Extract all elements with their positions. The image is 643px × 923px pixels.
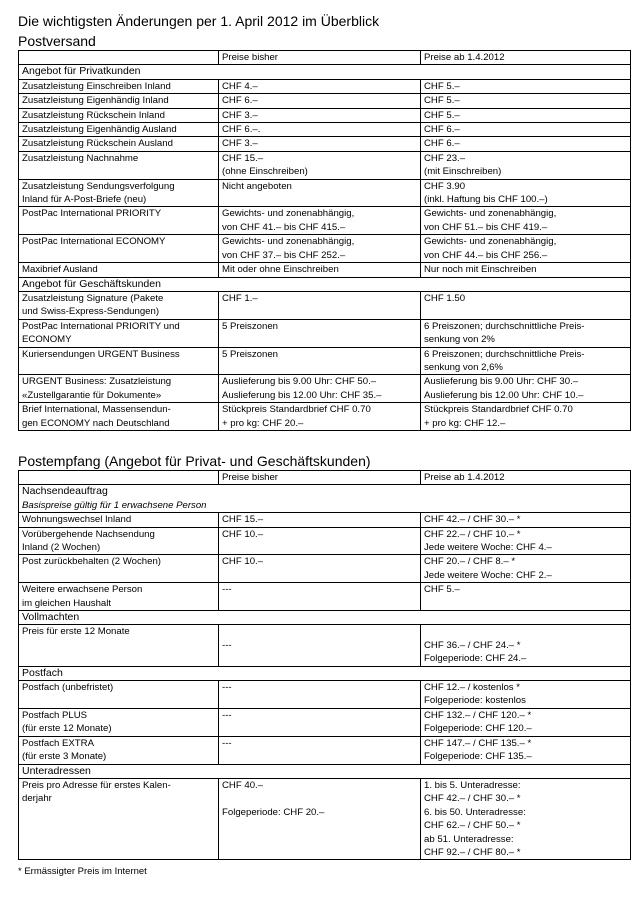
table-row <box>19 151 631 179</box>
cell-line: Vorübergehende Nachsendung <box>22 528 155 540</box>
old-price-cell <box>219 681 421 709</box>
cell-line: + pro kg: CHF 20.– <box>222 417 304 429</box>
table-header-row <box>19 470 631 484</box>
cell-line: von CHF 41.– bis CHF 415.– <box>222 221 346 233</box>
cell-line: PostPac International ECONOMY <box>22 236 166 248</box>
cell-line <box>222 625 418 638</box>
old-price-cell <box>219 179 421 207</box>
table-row <box>19 123 631 137</box>
table-row <box>19 403 631 431</box>
cell-line: CHF 42.– / CHF 30.– * <box>424 793 521 805</box>
row-label-cell <box>19 263 219 277</box>
cell-line: --- <box>222 737 232 749</box>
cell-line: Gewichts- und zonenabhängig, <box>424 236 557 248</box>
footnote: * Ermässigter Preis im Internet <box>18 866 147 878</box>
cell-line: Auslieferung bis 9.00 Uhr: CHF 50.– <box>222 376 377 388</box>
cell-line: Auslieferung bis 12.00 Uhr: CHF 10.– <box>424 389 584 401</box>
cell-line: CHF 6.– <box>424 124 460 136</box>
table-row <box>19 681 631 709</box>
group-row <box>19 277 631 291</box>
cell-line: (mit Einschreiben) <box>424 166 502 178</box>
cell-line: Postfach (unbefristet) <box>22 682 114 694</box>
old-price-cell <box>219 151 421 179</box>
new-price-cell <box>421 137 631 151</box>
cell-line: (inkl. Haftung bis CHF 100.–) <box>424 194 548 206</box>
cell-line: Post zurückbehalten (2 Wochen) <box>22 556 162 568</box>
row-label-cell <box>19 94 219 108</box>
cell-line: Folgeperiode: kostenlos <box>424 695 526 707</box>
new-price-cell <box>421 347 631 375</box>
cell-line: Stückpreis Standardbrief CHF 0.70 <box>222 404 371 416</box>
group-label-text: Postfach <box>22 666 63 679</box>
new-price-cell <box>421 291 631 319</box>
cell-line: 6. bis 50. Unteradresse: <box>424 806 526 818</box>
old-price-cell <box>219 123 421 137</box>
old-price-cell <box>219 347 421 375</box>
new-price-cell <box>421 513 631 527</box>
cell-line: CHF 10.– <box>222 556 264 568</box>
cell-line: Zusatzleistung Eigenhändig Ausland <box>22 124 177 136</box>
new-price-cell <box>421 375 631 403</box>
cell-line: im gleichen Haushalt <box>22 597 112 609</box>
section-title-postversand: Postversand <box>18 33 96 49</box>
cell-line: 5 Preiszonen <box>222 320 278 332</box>
header-cell <box>19 51 219 65</box>
cell-line: CHF 3.90 <box>424 180 466 192</box>
cell-line: CHF 5.– <box>424 95 460 107</box>
cell-line: von CHF 51.– bis CHF 419.– <box>424 221 548 233</box>
table-row <box>19 79 631 93</box>
cell-line: von CHF 37.– bis CHF 252.– <box>222 249 346 261</box>
old-price-cell <box>219 79 421 93</box>
cell-line: 6 Preiszonen; durchschnittliche Preis- <box>424 348 585 360</box>
row-label-cell <box>19 179 219 207</box>
cell-line: Folgeperiode: CHF 135.– <box>424 751 532 763</box>
cell-line: CHF 147.– / CHF 135.– * <box>424 737 532 749</box>
cell-line: Jede weitere Woche: CHF 4.– <box>424 542 552 553</box>
new-price-cell <box>421 583 631 611</box>
old-price-cell <box>219 291 421 319</box>
table-row <box>19 263 631 277</box>
table-postempfang <box>18 470 631 860</box>
table-row <box>19 207 631 235</box>
row-label-cell <box>19 79 219 93</box>
table-row <box>19 375 631 403</box>
cell-line: senkung von 2% <box>424 334 495 346</box>
row-label-cell <box>19 151 219 179</box>
cell-line: Zusatzleistung Signature (Pakete <box>22 292 164 304</box>
group-row <box>19 65 631 79</box>
new-price-cell <box>421 123 631 137</box>
table-row <box>19 583 631 611</box>
new-price-cell <box>421 625 631 666</box>
new-price-cell <box>421 403 631 431</box>
new-price-cell <box>421 263 631 277</box>
row-label-cell <box>19 555 219 583</box>
group-label <box>19 277 631 291</box>
old-price-cell <box>219 403 421 431</box>
header-cell: Preise ab 1.4.2012 <box>421 51 631 65</box>
group-label-text: Angebot für Privatkunden <box>22 65 141 78</box>
document-page <box>18 10 630 877</box>
row-label-cell <box>19 403 219 431</box>
cell-line: Brief International, Massensendun- <box>22 404 171 416</box>
old-price-cell <box>219 319 421 347</box>
row-label-cell <box>19 513 219 527</box>
group-label-text: Nachsendeauftrag <box>22 485 108 498</box>
cell-line: CHF 62.– / CHF 50.– * <box>424 820 521 832</box>
cell-line: PostPac International PRIORITY und <box>22 320 180 332</box>
new-price-cell <box>421 151 631 179</box>
cell-line: gen ECONOMY nach Deutschland <box>22 417 170 429</box>
new-price-cell <box>421 555 631 583</box>
group-label <box>19 666 631 680</box>
old-price-cell <box>219 108 421 122</box>
cell-line: CHF 40.– <box>222 779 264 791</box>
cell-line: Folgeperiode: CHF 20.– <box>222 806 325 818</box>
group-label <box>19 611 631 625</box>
row-label-cell <box>19 123 219 137</box>
cell-line: ab 51. Unteradresse: <box>424 833 514 845</box>
cell-line <box>424 625 628 638</box>
cell-line: CHF 20.– / CHF 8.– * <box>424 556 516 568</box>
page-title: Die wichtigsten Änderungen per 1. April 2012 im Überblick <box>18 13 380 29</box>
group-label <box>19 764 631 778</box>
row-label-cell <box>19 527 219 555</box>
row-label-cell <box>19 108 219 122</box>
table-row <box>19 235 631 263</box>
cell-line: (für erste 3 Monate) <box>22 751 107 763</box>
group-sublabel-text: Basispreise gültig für 1 erwachsene Person <box>22 499 207 511</box>
cell-line: CHF 132.– / CHF 120.– * <box>424 709 532 721</box>
row-label-cell <box>19 347 219 375</box>
row-label-cell <box>19 291 219 319</box>
row-label-cell <box>19 708 219 736</box>
row-label-cell <box>19 625 219 666</box>
table-row <box>19 94 631 108</box>
row-label-cell <box>19 583 219 611</box>
group-row <box>19 485 631 513</box>
cell-line: CHF 92.– / CHF 80.– * <box>424 846 521 858</box>
new-price-cell <box>421 94 631 108</box>
old-price-cell <box>219 527 421 555</box>
cell-line: Zusatzleistung Nachnahme <box>22 152 139 164</box>
cell-line: CHF 5.– <box>424 80 460 92</box>
header-cell: Preise ab 1.4.2012 <box>421 470 631 484</box>
cell-line: Preis pro Adresse für erstes Kalen- <box>22 779 171 791</box>
row-label-cell <box>19 319 219 347</box>
new-price-cell <box>421 527 631 555</box>
table-row <box>19 291 631 319</box>
cell-line: von CHF 44.– bis CHF 256.– <box>424 249 548 261</box>
table-postversand <box>18 50 631 431</box>
old-price-cell <box>219 235 421 263</box>
cell-line: Kuriersendungen URGENT Business <box>22 348 180 360</box>
cell-line: Gewichts- und zonenabhängig, <box>222 208 355 220</box>
table-header-row <box>19 51 631 65</box>
cell-line: «Zustellgarantie für Dokumente» <box>22 389 162 401</box>
cell-line: Zusatzleistung Sendungsverfolgung <box>22 180 175 192</box>
row-label-cell <box>19 235 219 263</box>
cell-line: URGENT Business: Zusatzleistung <box>22 376 172 388</box>
old-price-cell <box>219 708 421 736</box>
group-label <box>19 485 631 513</box>
old-price-cell <box>219 375 421 403</box>
cell-line: Jede weitere Woche: CHF 2.– <box>424 569 552 581</box>
new-price-cell <box>421 736 631 764</box>
group-label-text: Vollmachten <box>22 611 80 624</box>
cell-line <box>222 792 418 805</box>
cell-line: Gewichts- und zonenabhängig, <box>222 236 355 248</box>
cell-line: Nicht angeboten <box>222 180 292 192</box>
header-cell <box>19 470 219 484</box>
cell-line: Zusatzleistung Rückschein Inland <box>22 109 165 121</box>
old-price-cell <box>219 94 421 108</box>
table-row <box>19 625 631 666</box>
cell-line: Wohnungswechsel Inland <box>22 514 132 526</box>
cell-line: CHF 3.– <box>222 138 258 150</box>
cell-line: Folgeperiode: CHF 120.– <box>424 723 532 735</box>
cell-line: + pro kg: CHF 12.– <box>424 417 506 429</box>
table-row <box>19 555 631 583</box>
new-price-cell <box>421 235 631 263</box>
old-price-cell <box>219 137 421 151</box>
new-price-cell <box>421 681 631 709</box>
new-price-cell <box>421 179 631 207</box>
table-row <box>19 347 631 375</box>
row-label-cell <box>19 207 219 235</box>
cell-line: CHF 6.– <box>222 95 258 107</box>
cell-line: Weitere erwachsene Person <box>22 584 143 596</box>
cell-line: --- <box>222 709 232 721</box>
cell-line: Inland für A-Post-Briefe (neu) <box>22 194 147 206</box>
cell-line: PostPac International PRIORITY <box>22 208 162 220</box>
old-price-cell <box>219 555 421 583</box>
new-price-cell <box>421 708 631 736</box>
cell-line: 5 Preiszonen <box>222 348 278 360</box>
cell-line: CHF 23.– <box>424 152 466 164</box>
cell-line: CHF 36.– / CHF 24.– * <box>424 639 521 651</box>
row-label-cell <box>19 681 219 709</box>
cell-line: CHF 42.– / CHF 30.– * <box>424 514 521 526</box>
table-row <box>19 778 631 859</box>
group-row <box>19 611 631 625</box>
cell-line: CHF 22.– / CHF 10.– * <box>424 528 521 540</box>
cell-line: CHF 12.– / kostenlos * <box>424 682 520 694</box>
group-row <box>19 764 631 778</box>
cell-line: Inland (2 Wochen) <box>22 542 101 553</box>
group-label <box>19 65 631 79</box>
header-cell: Preise bisher <box>219 470 421 484</box>
row-label-cell <box>19 375 219 403</box>
cell-line: --- <box>222 584 232 596</box>
cell-line: Preis für erste 12 Monate <box>22 626 130 638</box>
cell-line: Postfach PLUS <box>22 709 88 721</box>
new-price-cell <box>421 108 631 122</box>
cell-line: Nur noch mit Einschreiben <box>424 264 537 276</box>
cell-line: --- <box>222 682 232 694</box>
cell-line: CHF 1.50 <box>424 292 466 304</box>
row-label-cell <box>19 778 219 859</box>
cell-line: Auslieferung bis 12.00 Uhr: CHF 35.– <box>222 389 382 401</box>
cell-line: Maxibrief Ausland <box>22 264 98 276</box>
old-price-cell <box>219 625 421 666</box>
cell-line: Stückpreis Standardbrief CHF 0.70 <box>424 404 573 416</box>
section-title-postempfang: Postempfang (Angebot für Privat- und Geschäftskunden) <box>18 452 371 469</box>
cell-line: CHF 10.– <box>222 528 264 540</box>
table-row <box>19 108 631 122</box>
cell-line: Zusatzleistung Rückschein Ausland <box>22 138 173 150</box>
cell-line: Postfach EXTRA <box>22 737 94 749</box>
new-price-cell <box>421 207 631 235</box>
cell-line: Zusatzleistung Eigenhändig Inland <box>22 95 169 107</box>
table-row <box>19 179 631 207</box>
cell-line: --- <box>222 639 232 651</box>
header-cell: Preise bisher <box>219 51 421 65</box>
cell-line: CHF 5.– <box>424 584 460 596</box>
old-price-cell <box>219 583 421 611</box>
new-price-cell <box>421 79 631 93</box>
cell-line: derjahr <box>22 793 52 805</box>
cell-line: CHF 5.– <box>424 109 460 121</box>
cell-line: CHF 15.– <box>222 152 264 164</box>
cell-line: Gewichts- und zonenabhängig, <box>424 208 557 220</box>
table-row <box>19 513 631 527</box>
cell-line: und Swiss-Express-Sendungen) <box>22 306 160 318</box>
old-price-cell <box>219 207 421 235</box>
old-price-cell <box>219 513 421 527</box>
cell-line: (ohne Einschreiben) <box>222 166 308 178</box>
table-row <box>19 319 631 347</box>
table-row <box>19 708 631 736</box>
cell-line: 1. bis 5. Unteradresse: <box>424 779 521 791</box>
old-price-cell <box>219 263 421 277</box>
table-row <box>19 527 631 555</box>
cell-line: CHF 4.– <box>222 80 258 92</box>
group-label-text: Angebot für Geschäftskunden <box>22 277 161 290</box>
cell-line: CHF 3.– <box>222 109 258 121</box>
new-price-cell <box>421 319 631 347</box>
group-label-text: Unteradressen <box>22 764 91 777</box>
cell-line: (für erste 12 Monate) <box>22 723 112 735</box>
row-label-cell <box>19 736 219 764</box>
new-price-cell <box>421 778 631 859</box>
cell-line: senkung von 2,6% <box>424 361 503 373</box>
row-label-cell <box>19 137 219 151</box>
old-price-cell <box>219 778 421 859</box>
cell-line: Zusatzleistung Einschreiben Inland <box>22 80 171 92</box>
group-row <box>19 666 631 680</box>
cell-line: CHF 6.–. <box>222 124 261 136</box>
cell-line: CHF 1.– <box>222 292 258 304</box>
cell-line: Folgeperiode: CHF 24.– <box>424 653 527 665</box>
cell-line: CHF 6.– <box>424 138 460 150</box>
cell-line: 6 Preiszonen; durchschnittliche Preis- <box>424 320 585 332</box>
cell-line: Mit oder ohne Einschreiben <box>222 264 339 276</box>
table-row <box>19 137 631 151</box>
table-row <box>19 736 631 764</box>
old-price-cell <box>219 736 421 764</box>
cell-line: CHF 15.– <box>222 514 264 526</box>
cell-line: ECONOMY <box>22 334 72 346</box>
cell-line: Auslieferung bis 9.00 Uhr: CHF 30.– <box>424 376 579 388</box>
